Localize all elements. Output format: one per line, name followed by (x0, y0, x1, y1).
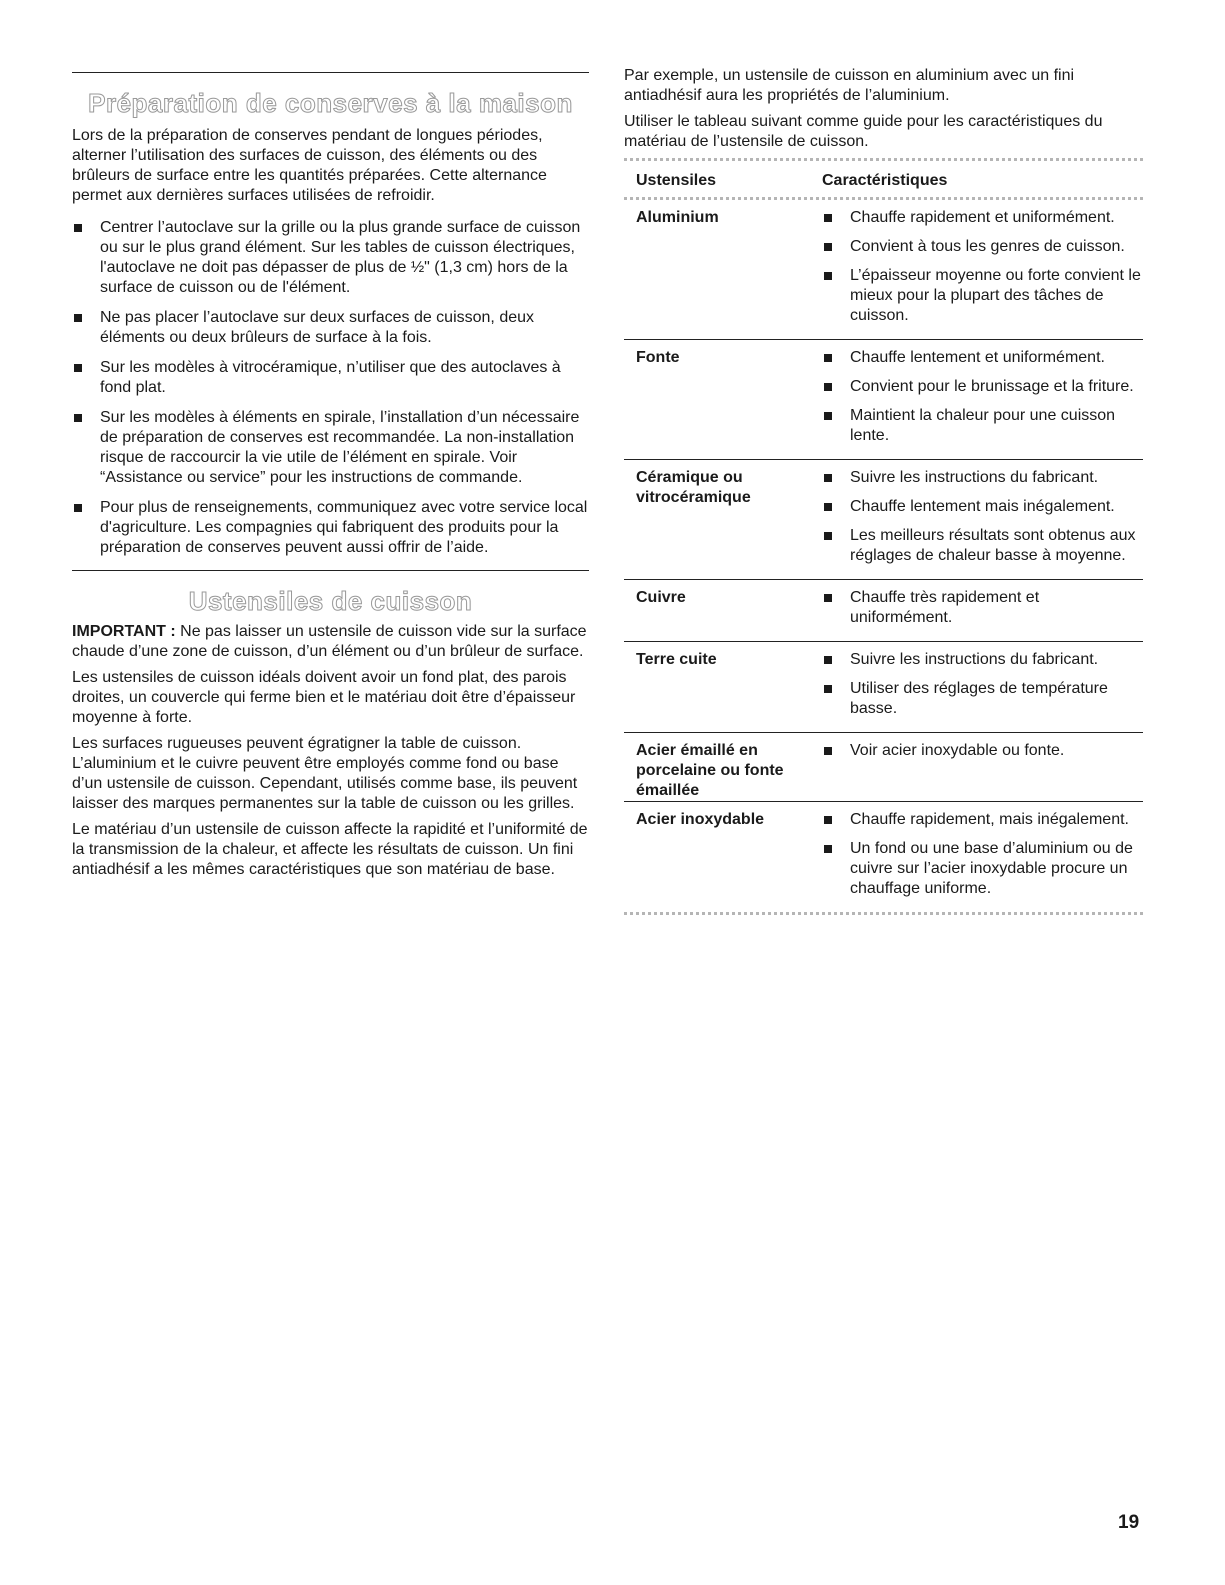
table-top-border (624, 158, 1143, 161)
right-column (624, 66, 1143, 915)
intro-paragraph: Utiliser le tableau suivant comme guide pour les caractéristiques du matériau de l’ustensile de cuisson. (624, 113, 1103, 150)
important-note (72, 622, 589, 662)
canning-intro: Lors de la préparation de conserves pendant de longues périodes, alterner l’utilisation des surfaces de cuisson, des éléments ou des brûleurs de surface entre les quantités préparées. Cette alternance permet aux dernières surfaces utilisées de refroidir. (72, 127, 547, 204)
table-row (624, 642, 1143, 733)
material-cell: Acier émaillé en porcelaine ou fonte émaillée (624, 733, 822, 802)
material-cell: Terre cuite (624, 642, 822, 733)
features-cell (822, 733, 1143, 802)
important-label: IMPORTANT : (72, 623, 176, 640)
list-item: Convient à tous les genres de cuisson. (822, 237, 1143, 257)
list-item: Chauffe lentement et uniformément. (822, 348, 1143, 368)
list-item: Chauffe rapidement et uniformément. (822, 208, 1143, 228)
list-item: Suivre les instructions du fabricant. (822, 650, 1143, 670)
material-cell: Cuivre (624, 580, 822, 642)
features-cell (822, 802, 1143, 913)
table-row (624, 733, 1143, 802)
table-header-row (624, 165, 1143, 197)
list-item: Voir acier inoxydable ou fonte. (822, 741, 1143, 761)
intro-paragraph: Par exemple, un ustensile de cuisson en aluminium avec un fini antiadhésif aura les propriétés de l’aluminium. (624, 67, 1075, 104)
cookware-paragraph: Le matériau d’un ustensile de cuisson affecte la rapidité et l’uniformité de la transmission de la chaleur, et affecte les résultats de cuisson. Un fini antiadhésif a les mêmes caractéristiques que son matériau de base. (72, 821, 588, 878)
cookware-table (624, 165, 1143, 912)
list-item: Suivre les instructions du fabricant. (822, 468, 1143, 488)
list-item: Centrer l’autoclave sur la grille ou la plus grande surface de cuisson ou sur le plus grand élément. Sur les tables de cuisson électriques, l'autoclave ne doit pas dépasser de plus de ½" (1,3 cm) hors de la surface de cuisson ou de l'élément. (72, 218, 589, 298)
table-bottom-border (624, 912, 1143, 915)
table-row (624, 200, 1143, 340)
cookware-heading: Ustensiles de cuisson (188, 586, 473, 616)
section-rule (72, 72, 589, 73)
list-item: Sur les modèles à vitrocéramique, n’utiliser que des autoclaves à fond plat. (72, 358, 589, 398)
table-row (624, 802, 1143, 913)
canning-heading: Préparation de conserves à la maison (88, 88, 573, 118)
header-material: Ustensiles (636, 172, 717, 189)
left-column (72, 72, 589, 886)
material-cell: Céramique ou vitrocéramique (624, 460, 822, 580)
table-row (624, 460, 1143, 580)
list-item: Utiliser des réglages de température basse. (822, 679, 1143, 719)
header-features: Caractéristiques (822, 172, 948, 189)
list-item: Convient pour le brunissage et la friture. (822, 377, 1143, 397)
features-cell (822, 340, 1143, 460)
material-cell: Fonte (624, 340, 822, 460)
list-item: Chauffe lentement mais inégalement. (822, 497, 1143, 517)
list-item: Ne pas placer l’autoclave sur deux surfaces de cuisson, deux éléments ou deux brûleurs de surface à la fois. (72, 308, 589, 348)
features-cell (822, 200, 1143, 340)
list-item: Les meilleurs résultats sont obtenus aux réglages de chaleur basse à moyenne. (822, 526, 1143, 566)
list-item: Chauffe rapidement, mais inégalement. (822, 810, 1143, 830)
features-cell (822, 580, 1143, 642)
table-row (624, 340, 1143, 460)
list-item: Maintient la chaleur pour une cuisson lente. (822, 406, 1143, 446)
cookware-paragraph: Les surfaces rugueuses peuvent égratigner la table de cuisson. L’aluminium et le cuivre peuvent être employés comme fond ou base d’un ustensile de cuisson. Cependant, utilisés comme base, ils peuvent laisser des marques permanentes sur la table de cuisson ou les grilles. (72, 735, 578, 812)
list-item: Sur les modèles à éléments en spirale, l’installation d’un nécessaire de préparation de conserves est recommandée. La non-installation risque de raccourcir la vie utile de l’élément en spirale. Voir “Assistance ou service” pour les instructions de commande. (72, 408, 589, 488)
features-cell (822, 460, 1143, 580)
section-rule (72, 570, 589, 571)
cookware-paragraph: Les ustensiles de cuisson idéals doivent avoir un fond plat, des parois droites, un couvercle qui ferme bien et le matériau doit être d’épaisseur moyenne à forte. (72, 669, 576, 726)
important-text: Ne pas laisser un ustensile de cuisson vide sur la surface chaude d’une zone de cuisson, d’un élément ou d’un brûleur de surface. (72, 623, 587, 660)
list-item: Un fond ou une base d’aluminium ou de cuivre sur l’acier inoxydable procure un chauffage uniforme. (822, 839, 1143, 899)
material-cell: Acier inoxydable (624, 802, 822, 913)
list-item: Pour plus de renseignements, communiquez avec votre service local d'agriculture. Les compagnies qui fabriquent des produits pour la préparation de conserves peuvent aussi offrir de l’aide. (72, 498, 589, 558)
table-row (624, 580, 1143, 642)
material-cell: Aluminium (636, 209, 719, 226)
list-item: L’épaisseur moyenne ou forte convient le mieux pour la plupart des tâches de cuisson. (822, 266, 1143, 326)
features-cell (822, 642, 1143, 733)
canning-bullet-list (72, 218, 589, 558)
list-item: Chauffe très rapidement et uniformément. (822, 588, 1143, 628)
page-number: 19 (1118, 1512, 1140, 1533)
